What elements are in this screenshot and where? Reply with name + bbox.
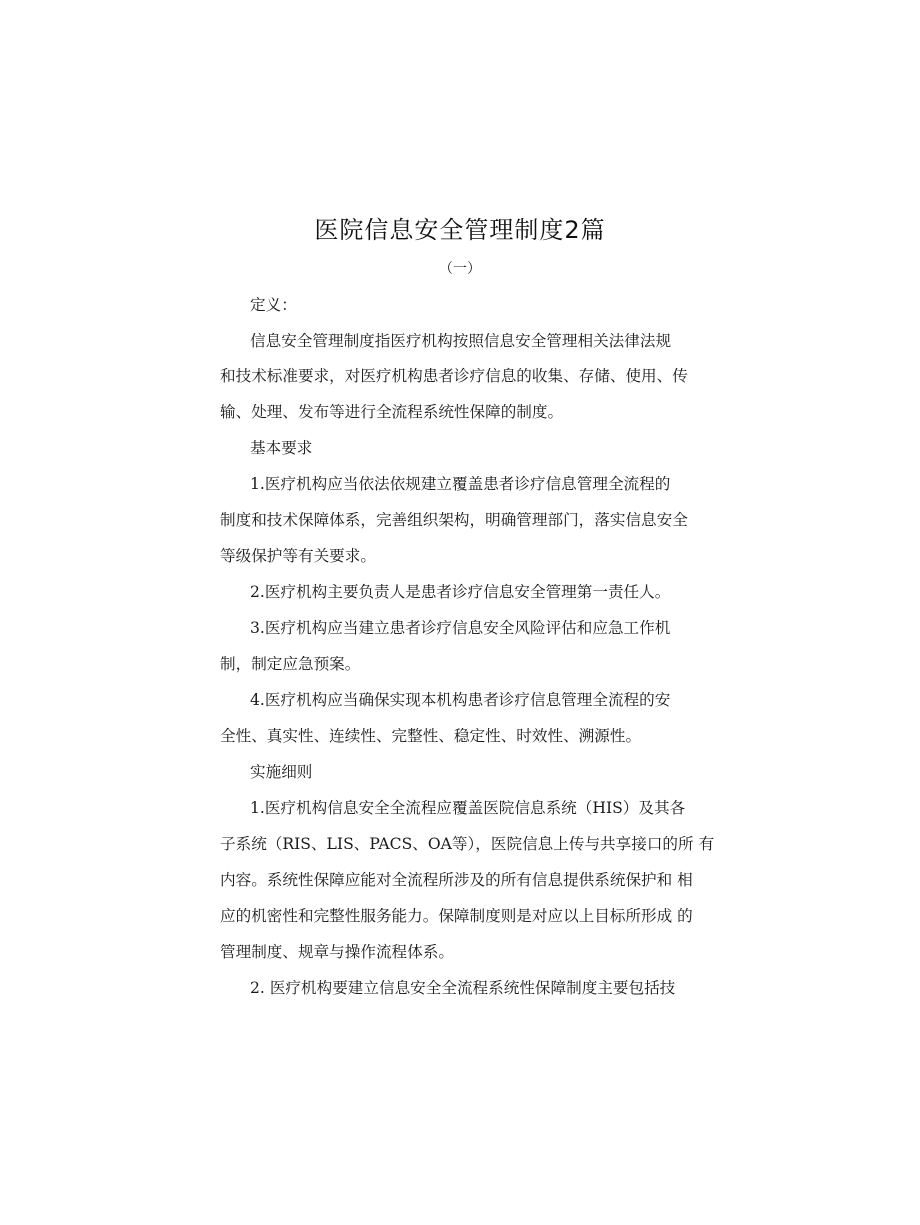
- paragraph-line: 管理制度、规章与操作流程体系。: [220, 943, 454, 961]
- paragraph-line: 1.医疗机构应当依法依规建立覆盖患者诊疗信息管理全流程的: [250, 475, 671, 493]
- paragraph-line: 和技术标准要求，对医疗机构患者诊疗信息的收集、存储、使用、传: [220, 367, 688, 385]
- paragraph-line: 子系统（RIS、LIS、PACS、OA等），医院信息上传与共享接口的所 有: [220, 835, 715, 853]
- paragraph-line: 2. 医疗机构要建立信息安全全流程系统性保障制度主要包括技: [250, 979, 676, 997]
- heading-definition: 定义：: [250, 296, 297, 314]
- paragraph-line: 输、处理、发布等进行全流程系统性保障的制度。: [220, 403, 564, 421]
- paragraph-line: 1.医疗机构信息安全全流程应覆盖医院信息系统（HIS）及其各: [250, 799, 686, 817]
- paragraph-line: 3.医疗机构应当建立患者诊疗信息安全风险评估和应急工作机: [250, 619, 671, 637]
- paragraph-line: 内容。系统性保障应能对全流程所涉及的所有信息提供系统保护和 相: [220, 871, 693, 889]
- paragraph-line: 制度和技术保障体系，完善组织架构，明确管理部门，落实信息安全: [220, 511, 688, 529]
- paragraph-line: 全性、真实性、连续性、完整性、稳定性、时效性、溯源性。: [220, 727, 642, 745]
- paragraph-line: 等级保护等有关要求。: [220, 547, 376, 565]
- document-title: 医院信息安全管理制度2篇: [314, 216, 606, 244]
- paragraph-line: 4.医疗机构应当确保实现本机构患者诊疗信息管理全流程的安: [250, 691, 671, 709]
- document-subtitle: （一）: [439, 261, 481, 277]
- heading-basic-requirements: 基本要求: [250, 439, 313, 457]
- paragraph-line: 应的机密性和完整性服务能力。保障制度则是对应以上目标所形成 的: [220, 907, 693, 925]
- paragraph-line: 信息安全管理制度指医疗机构按照信息安全管理相关法律法规: [250, 332, 672, 350]
- heading-implementation: 实施细则: [250, 763, 313, 781]
- paragraph-line: 2.医疗机构主要负责人是患者诊疗信息安全管理第一责任人。: [250, 583, 671, 601]
- paragraph-line: 制，制定应急预案。: [220, 655, 361, 673]
